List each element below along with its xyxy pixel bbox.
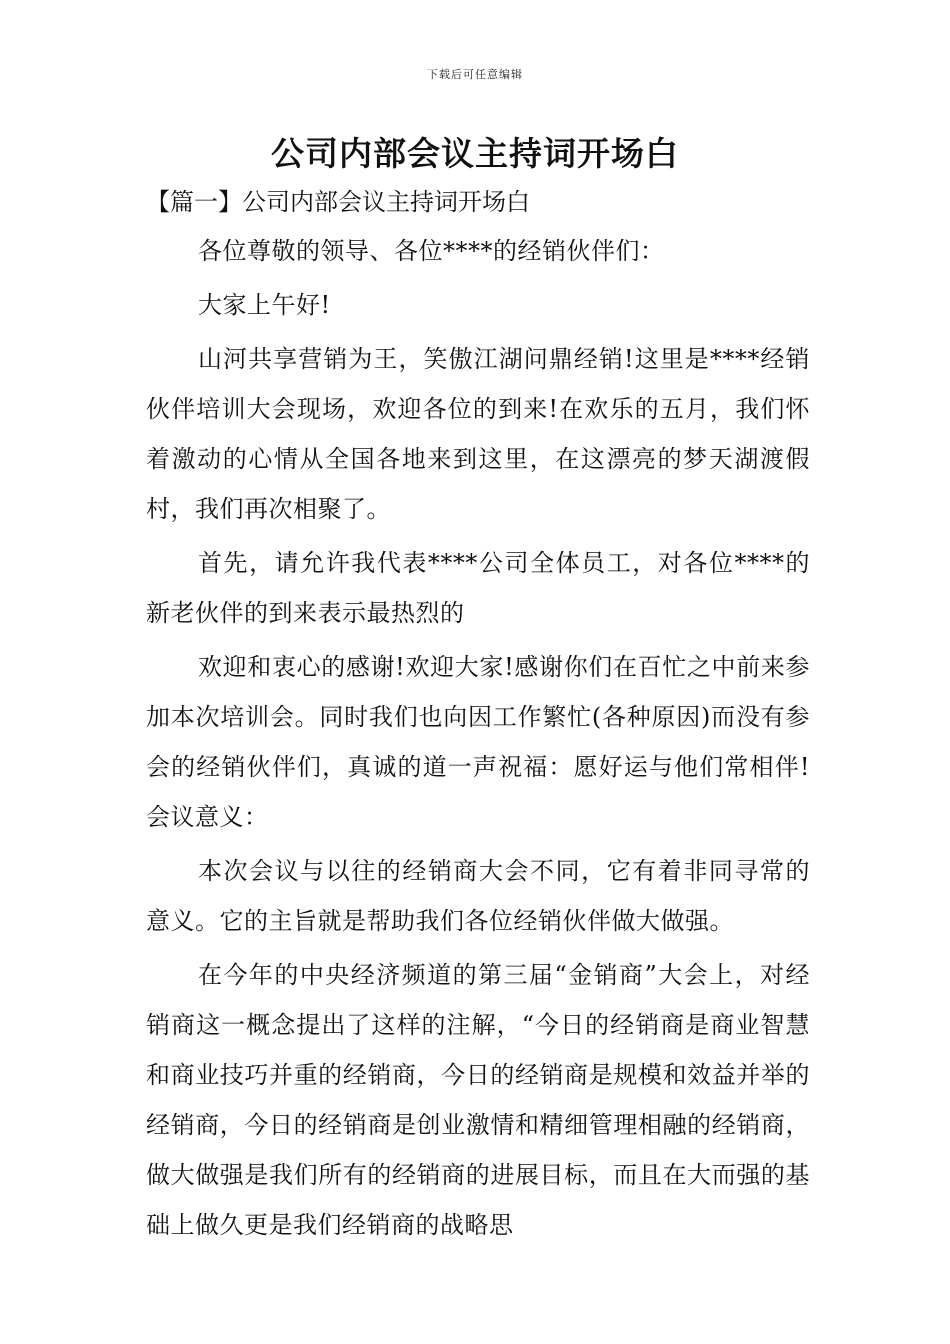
section-heading: 【篇一】公司内部会议主持词开场白 [146, 188, 530, 216]
document-title: 公司内部会议主持词开场白 [271, 134, 679, 173]
paragraph-thanks-intro: 首先，请允许我代表****公司全体员工，对各位****的新老伙伴的到来表示最热烈的 [146, 549, 810, 627]
document-body [146, 222, 810, 1250]
header-note: 下载后可任意编辑 [427, 68, 523, 81]
paragraph-greeting: 各位尊敬的领导、各位****的经销伙伴们： [198, 237, 665, 265]
paragraph-meeting-purpose: 本次会议与以往的经销商大会不同，它有着非同寻常的意义。它的主旨就是帮助我们各位经销伙伴做大做强。 [146, 857, 810, 935]
paragraph-good-morning: 大家上午好! [198, 291, 331, 319]
paragraph-dealer-definition: 在今年的中央经济频道的第三届“金销商”大会上，对经销商这一概念提出了这样的注解，“今日的经销商是商业智慧和商业技巧并重的经销商，今日的经销商是规模和效益并举的经销商，今日的经销商是创业激情和精细管理相融的经销商，做大做强是我们所有的经销商的进展目标，而且在大而强的基础上做久更是我们经销商的战略思 [146, 961, 810, 1239]
paragraph-thanks: 欢迎和衷心的感谢!欢迎大家!感谢你们在百忙之中前来参加本次培训会。同时我们也向因工作繁忙(各种原因)而没有参会的经销伙伴们，真诚的道一声祝福：愿好运与他们常相伴!会议意义： [146, 653, 810, 831]
paragraph-welcome: 山河共享营销为王，笑傲江湖问鼎经销!这里是****经销伙伴培训大会现场，欢迎各位的到来!在欢乐的五月，我们怀着激动的心情从全国各地来到这里，在这漂亮的梦天湖渡假村，我们再次相聚了。 [146, 345, 810, 523]
